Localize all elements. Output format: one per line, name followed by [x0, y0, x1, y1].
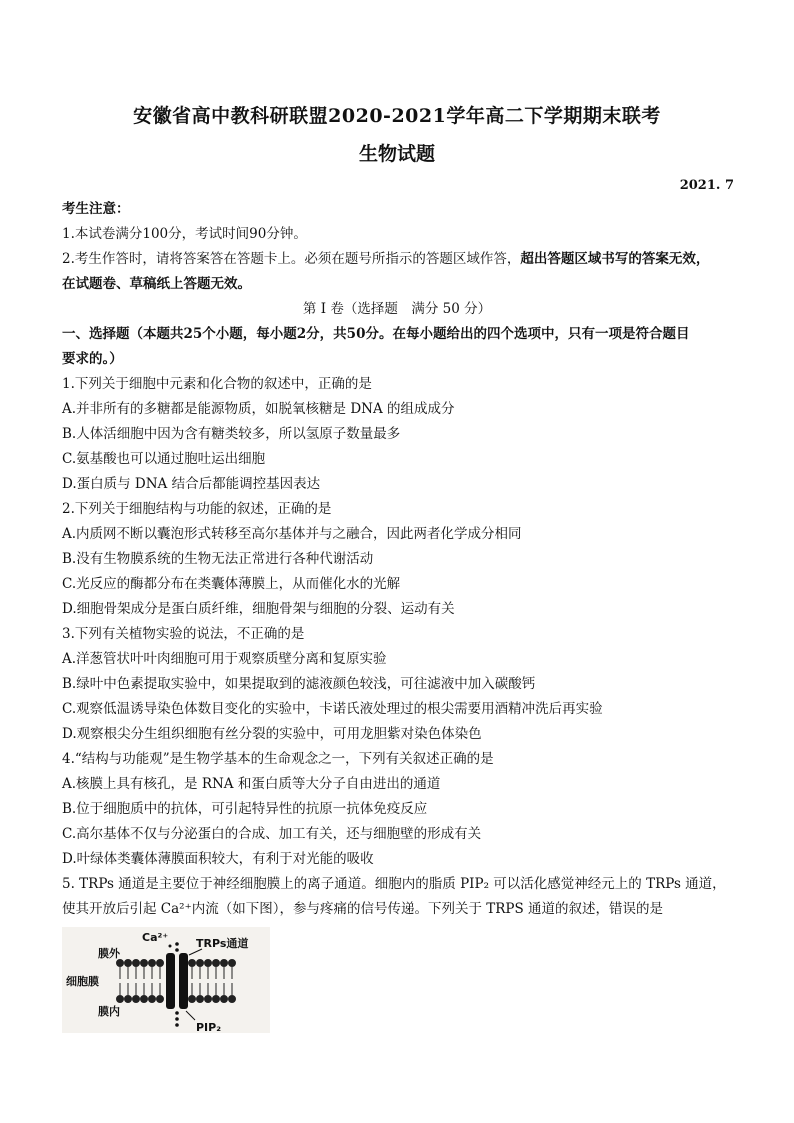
exam-subject: 生物试题 [358, 143, 435, 165]
question-4-stem: 4.“结构与功能观”是生物学基本的生命观念之一，下列有关叙述正确的是 [62, 751, 494, 767]
question-3-option-c: C.观察低温诱导染色体数目变化的实验中，卡诺氏液处理过的根尖需要用酒精冲洗后再实验 [62, 701, 603, 717]
question-2-option-c: C.光反应的酶都分布在类囊体薄膜上，从而催化水的光解 [62, 576, 401, 592]
notice-item-2-continued: 在试题卷、草稿纸上答题无效。 [62, 276, 251, 292]
question-4-option-b: B.位于细胞质中的抗体，可引起特异性的抗原一抗体免疫反应 [62, 801, 428, 817]
question-1-option-b: B.人体活细胞中因为含有糖类较多，所以氢原子数量最多 [62, 426, 401, 442]
section-heading: 一、选择题（本题共25个小题，每小题2分，共50分。在每小题给出的四个选项中，只有一项是符合题目 [62, 326, 690, 342]
notice-item-2-emphasis: 超出答题区域书写的答案无效， [520, 251, 710, 267]
notice-item-2 [62, 250, 742, 268]
trps-channel-label: TRPs通道 [196, 937, 249, 950]
section-volume: 第 I 卷（选择题 满分 50 分） [302, 301, 492, 317]
question-4-option-c: C.高尔基体不仅与分泌蛋白的合成、加工有关，还与细胞壁的形成有关 [62, 826, 482, 842]
inside-label: 膜内 [98, 1005, 120, 1018]
question-1-option-c: C.氨基酸也可以通过胞吐运出细胞 [62, 451, 266, 467]
lipid-bilayer [117, 960, 236, 1003]
cell-membrane-label: 细胞膜 [66, 975, 99, 988]
question-4-option-a: A.核膜上具有核孔，是 RNA 和蛋白质等大分子自由进出的通道 [62, 776, 441, 792]
section-heading-continued: 要求的。） [62, 351, 123, 367]
question-5-stem: 5. TRPs 通道是主要位于神经细胞膜上的离子通道。细胞内的脂质 PIP₂ 可以活化感觉神经元上的 TRPs 通道， [62, 876, 726, 892]
question-2-option-b: B.没有生物膜系统的生物无法正常进行各种代谢活动 [62, 551, 374, 567]
outer-lipid-heads [117, 960, 236, 967]
exam-date: 2021. 7 [679, 178, 734, 193]
notice-heading: 考生注意： [62, 201, 130, 217]
question-2-option-d: D.细胞骨架成分是蛋白质纤维，细胞骨架与细胞的分裂、运动有关 [62, 601, 455, 617]
notice-item-1: 1.本试卷满分100分，考试时间90分钟。 [62, 226, 307, 242]
trps-channel-protein [166, 953, 188, 1009]
calcium-label: Ca²⁺ [142, 931, 169, 944]
question-1-option-d: D.蛋白质与 DNA 结合后都能调控基因表达 [62, 476, 321, 492]
question-3-option-d: D.观察根尖分生组织细胞有丝分裂的实验中，可用龙胆紫对染色体染色 [62, 726, 482, 742]
lipid-tails [120, 967, 232, 995]
question-3-option-a: A.洋葱管状叶叶肉细胞可用于观察质壁分离和复原实验 [62, 651, 387, 667]
question-4-option-d: D.叶绿体类囊体薄膜面积较大，有利于对光能的吸收 [62, 851, 374, 867]
inner-lipid-heads [117, 996, 236, 1003]
question-1-stem: 1.下列关于细胞中元素和化合物的叙述中，正确的是 [62, 376, 372, 392]
membrane-diagram [62, 927, 270, 1033]
notice-item-2-text: 2.考生作答时，请将答案答在答题卡上。必须在题号所指示的答题区域作答， [62, 251, 521, 267]
exam-title: 安徽省高中教科研联盟2020-2021学年高二下学期期末联考 [133, 105, 661, 127]
question-1-option-a: A.并非所有的多糖都是能源物质，如脱氧核糖是 DNA 的组成成分 [62, 401, 455, 417]
question-2-stem: 2.下列关于细胞结构与功能的叙述，正确的是 [62, 501, 332, 517]
question-5-stem-continued: 使其开放后引起 Ca²⁺内流（如下图），参与疼痛的信号传递。下列关于 TRPS 通道的叙述，错误的是 [62, 901, 664, 917]
pip2-pointer-line [186, 1011, 195, 1020]
question-3-stem: 3.下列有关植物实验的说法，不正确的是 [62, 626, 305, 642]
trps-channel-figure [62, 927, 270, 1033]
pip2-label: PIP₂ [196, 1021, 222, 1033]
question-2-option-a: A.内质网不断以囊泡形式转移至高尔基体并与之融合，因此两者化学成分相同 [62, 526, 522, 542]
question-3-option-b: B.绿叶中色素提取实验中，如果提取到的滤液颜色较浅，可往滤液中加入碳酸钙 [62, 676, 536, 692]
outside-label: 膜外 [98, 947, 120, 960]
